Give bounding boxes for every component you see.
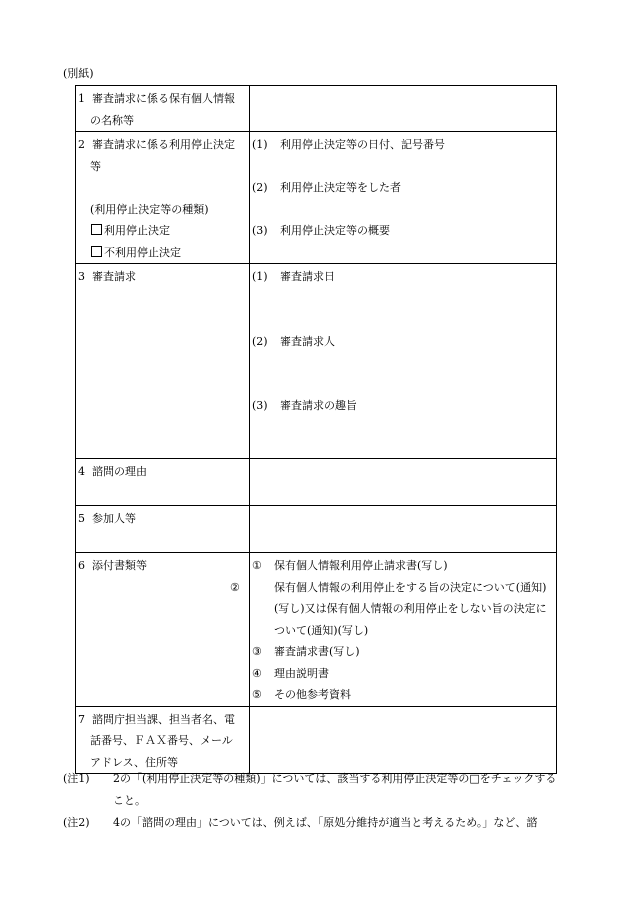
row-label-line: 等: [90, 159, 101, 173]
item-number: (3): [252, 224, 268, 237]
table-row: [76, 506, 557, 553]
attachment-text: その他参考資料: [274, 688, 351, 701]
row-label-line: 審査請求に係る利用停止決定: [92, 138, 235, 151]
item-text: 利用停止決定等をした者: [280, 181, 401, 194]
table-row: [76, 553, 557, 707]
attachment-number: ②: [230, 580, 240, 594]
row-label-cell: [76, 132, 250, 264]
note-text: 2の「(利用停止決定等の種類)」については、該当する利用停止決定等の□をチェックすること。: [113, 772, 557, 807]
note-mark: (注1): [63, 772, 90, 785]
item-number: (1): [252, 138, 268, 151]
row-label-cell: [76, 706, 250, 774]
form-table: [75, 85, 557, 774]
option-label: 利用停止決定: [104, 224, 170, 237]
item-number: (2): [252, 334, 268, 348]
row-label-line: 諮問庁担当課、担当者名、電: [92, 712, 235, 726]
row-number: 3: [78, 270, 85, 283]
table-row: [76, 459, 557, 506]
decision-type-heading: (利用停止決定等の種類): [90, 202, 209, 216]
attachment-number: ③: [252, 645, 262, 658]
item-number: (1): [252, 270, 268, 283]
row-content-cell[interactable]: [250, 86, 557, 132]
item-text: 審査請求日: [280, 270, 335, 283]
table-row: [76, 132, 557, 264]
row-label-line: 審査請求: [92, 270, 136, 283]
row-label-line: 諮問の理由: [92, 465, 147, 478]
item-number: (2): [252, 181, 268, 194]
row-label-line: 話番号、ＦＡＸ番号、メール: [90, 734, 233, 747]
attachment-text: 理由説明書: [274, 666, 329, 680]
row-number: 2: [78, 138, 85, 151]
item-text: 審査請求の趣旨: [280, 399, 357, 412]
row-label-line: の名称等: [90, 113, 134, 127]
row-number: 5: [78, 512, 85, 525]
page-label: (別紙): [63, 67, 94, 80]
option-label: 不利用停止決定: [104, 245, 181, 259]
attachment-text: 審査請求書(写し): [274, 645, 360, 658]
row-label-line: 審査請求に係る保有個人情報: [92, 92, 235, 105]
row-label-cell: [76, 264, 250, 459]
row-label-cell: [76, 553, 250, 707]
attachment-number: ①: [252, 559, 262, 572]
row-content-cell[interactable]: [230, 553, 557, 707]
row-label-line: アドレス、住所等: [90, 755, 178, 769]
row-label-cell: [76, 459, 250, 506]
row-content-cell[interactable]: [250, 264, 557, 459]
row-number: 1: [78, 92, 85, 105]
item-text: 審査請求人: [280, 334, 335, 348]
item-text: 利用停止決定等の概要: [280, 224, 390, 237]
item-text: 利用停止決定等の日付、記号番号: [280, 138, 445, 151]
row-number: 7: [78, 712, 85, 726]
attachment-number: ④: [252, 666, 262, 680]
note-text: 4の「諮問の理由」については、例えば、「原処分維持が適当と考えるため。」など、諮: [113, 816, 538, 829]
note-item: [63, 768, 563, 812]
note-mark: (注2): [63, 816, 90, 829]
row-number: 4: [78, 465, 85, 478]
row-number: 6: [78, 559, 85, 572]
notes-section: [63, 768, 563, 834]
row-content-cell[interactable]: [250, 506, 557, 553]
row-content-cell[interactable]: [250, 132, 557, 264]
table-row: [76, 706, 557, 774]
attachment-text: 保有個人情報利用停止請求書(写し): [274, 559, 448, 572]
item-number: (3): [252, 399, 268, 412]
table-row: [76, 264, 557, 459]
row-content-cell[interactable]: [250, 706, 557, 774]
row-content-cell[interactable]: [250, 459, 557, 506]
checkbox-icon[interactable]: [91, 246, 102, 257]
attachment-text: 保有個人情報の利用停止をする旨の決定について(通知)(写し)又は保有個人情報の利用停止をしない旨の決定について(通知)(写し): [274, 580, 547, 637]
row-label-cell: [76, 506, 250, 553]
row-label-line: 参加人等: [92, 512, 136, 525]
note-item: [63, 812, 563, 834]
row-label-line: 添付書類等: [92, 559, 147, 572]
row-label-cell: [76, 86, 250, 132]
attachment-number: ⑤: [252, 688, 262, 701]
table-row: [76, 86, 557, 132]
checkbox-icon[interactable]: [91, 224, 102, 235]
